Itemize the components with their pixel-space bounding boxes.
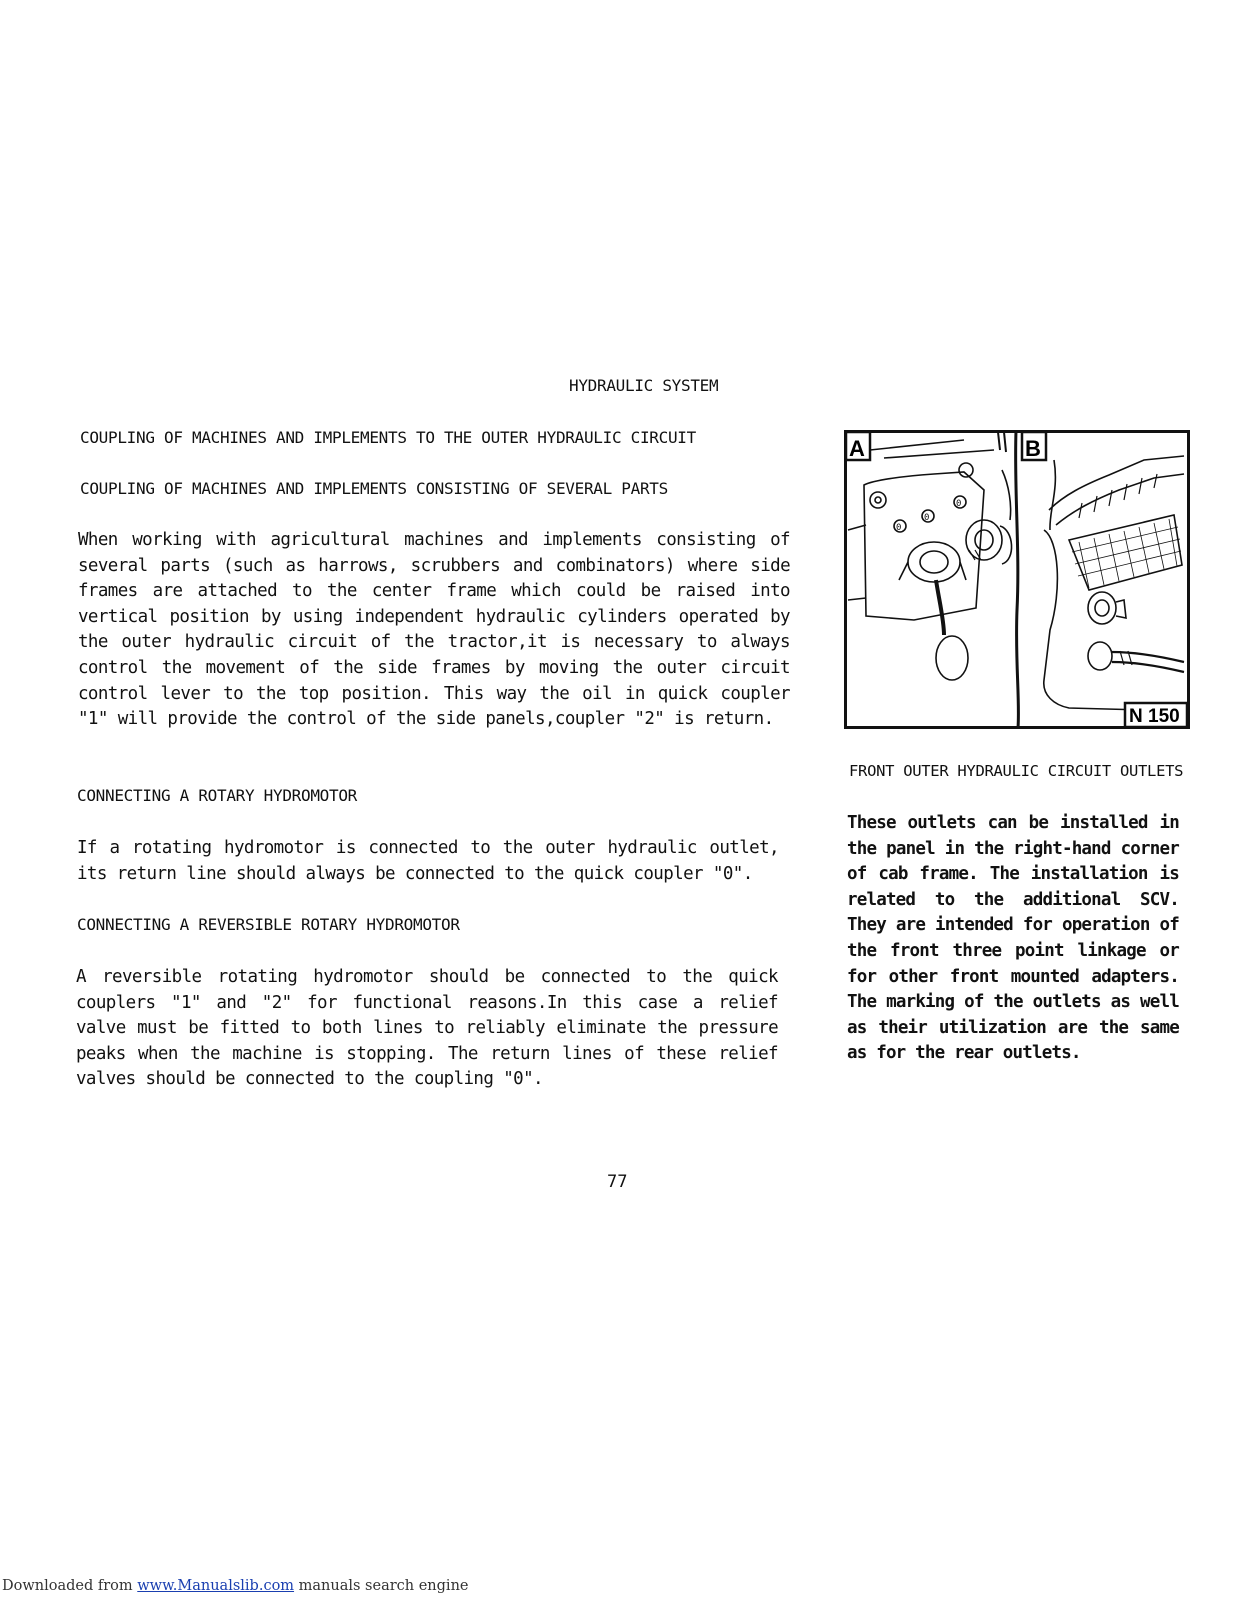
figure-caption: FRONT OUTER HYDRAULIC CIRCUIT OUTLETS (849, 762, 1184, 780)
heading-outer-circuit: COUPLING OF MACHINES AND IMPLEMENTS TO THE OUTER HYDRAULIC CIRCUIT (80, 428, 696, 447)
svg-text:0: 0 (896, 523, 902, 533)
hydraulic-outlets-figure (844, 430, 1190, 729)
page-number: 77 (607, 1172, 628, 1192)
heading-several-parts: COUPLING OF MACHINES AND IMPLEMENTS CONSISTING OF SEVERAL PARTS (80, 479, 668, 498)
manualslib-link[interactable]: www.Manualslib.com (137, 1578, 295, 1594)
page-title: HYDRAULIC SYSTEM (569, 376, 719, 395)
paragraph-rotary-hydromotor: If a rotating hydromotor is connected to the outer hydraulic outlet, its return line should always be connected to the quick coupler "0". (77, 838, 779, 884)
paragraph-several-parts: When working with agricultural machines and implements consisting of several parts (such as harrows, scrubbers and combinators) where side frames are attached to the center frame which could be raised into vertical position by using independent hydraulic cylinders operated by the outer hydraulic circuit of the tractor,it is necessary to always control the movement of the side frames by moving the outer circuit control lever to the top position. This way the oil in quick coupler "1" will provide the control of the side panels,coupler "2" is return. (78, 530, 790, 730)
figure-description: These outlets can be installed in the panel in the right-hand corner of cab frame. The installation is related to the additional SCV. They are intended for operation of the front three point linkage or for other front mounted adapters. The marking of the outlets as well as their utilization are the same as for the rear outlets. (847, 813, 1179, 1064)
heading-reversible-hydromotor: CONNECTING A REVERSIBLE ROTARY HYDROMOTOR (77, 915, 460, 934)
footer-prefix: Downloaded from (2, 1578, 138, 1594)
figure-code: N 150 (1129, 706, 1180, 727)
label-a: A (849, 436, 865, 461)
svg-text:0: 0 (924, 513, 930, 523)
paragraph-reversible-hydromotor: A reversible rotating hydromotor should be connected to the quick couplers "1" and "2" for functional reasons.In this case a relief valve must be fitted to both lines to reliably eliminate the pressure peaks when the machine is stopping. The return lines of these relief valves should be connected to the coupling "0". (76, 967, 778, 1090)
hydraulic-outlets-drawing (844, 430, 1190, 729)
footer (2, 1578, 469, 1594)
svg-text:0: 0 (956, 499, 962, 509)
heading-rotary-hydromotor: CONNECTING A ROTARY HYDROMOTOR (77, 786, 357, 805)
footer-suffix: manuals search engine (294, 1578, 469, 1594)
label-b: B (1025, 436, 1041, 461)
